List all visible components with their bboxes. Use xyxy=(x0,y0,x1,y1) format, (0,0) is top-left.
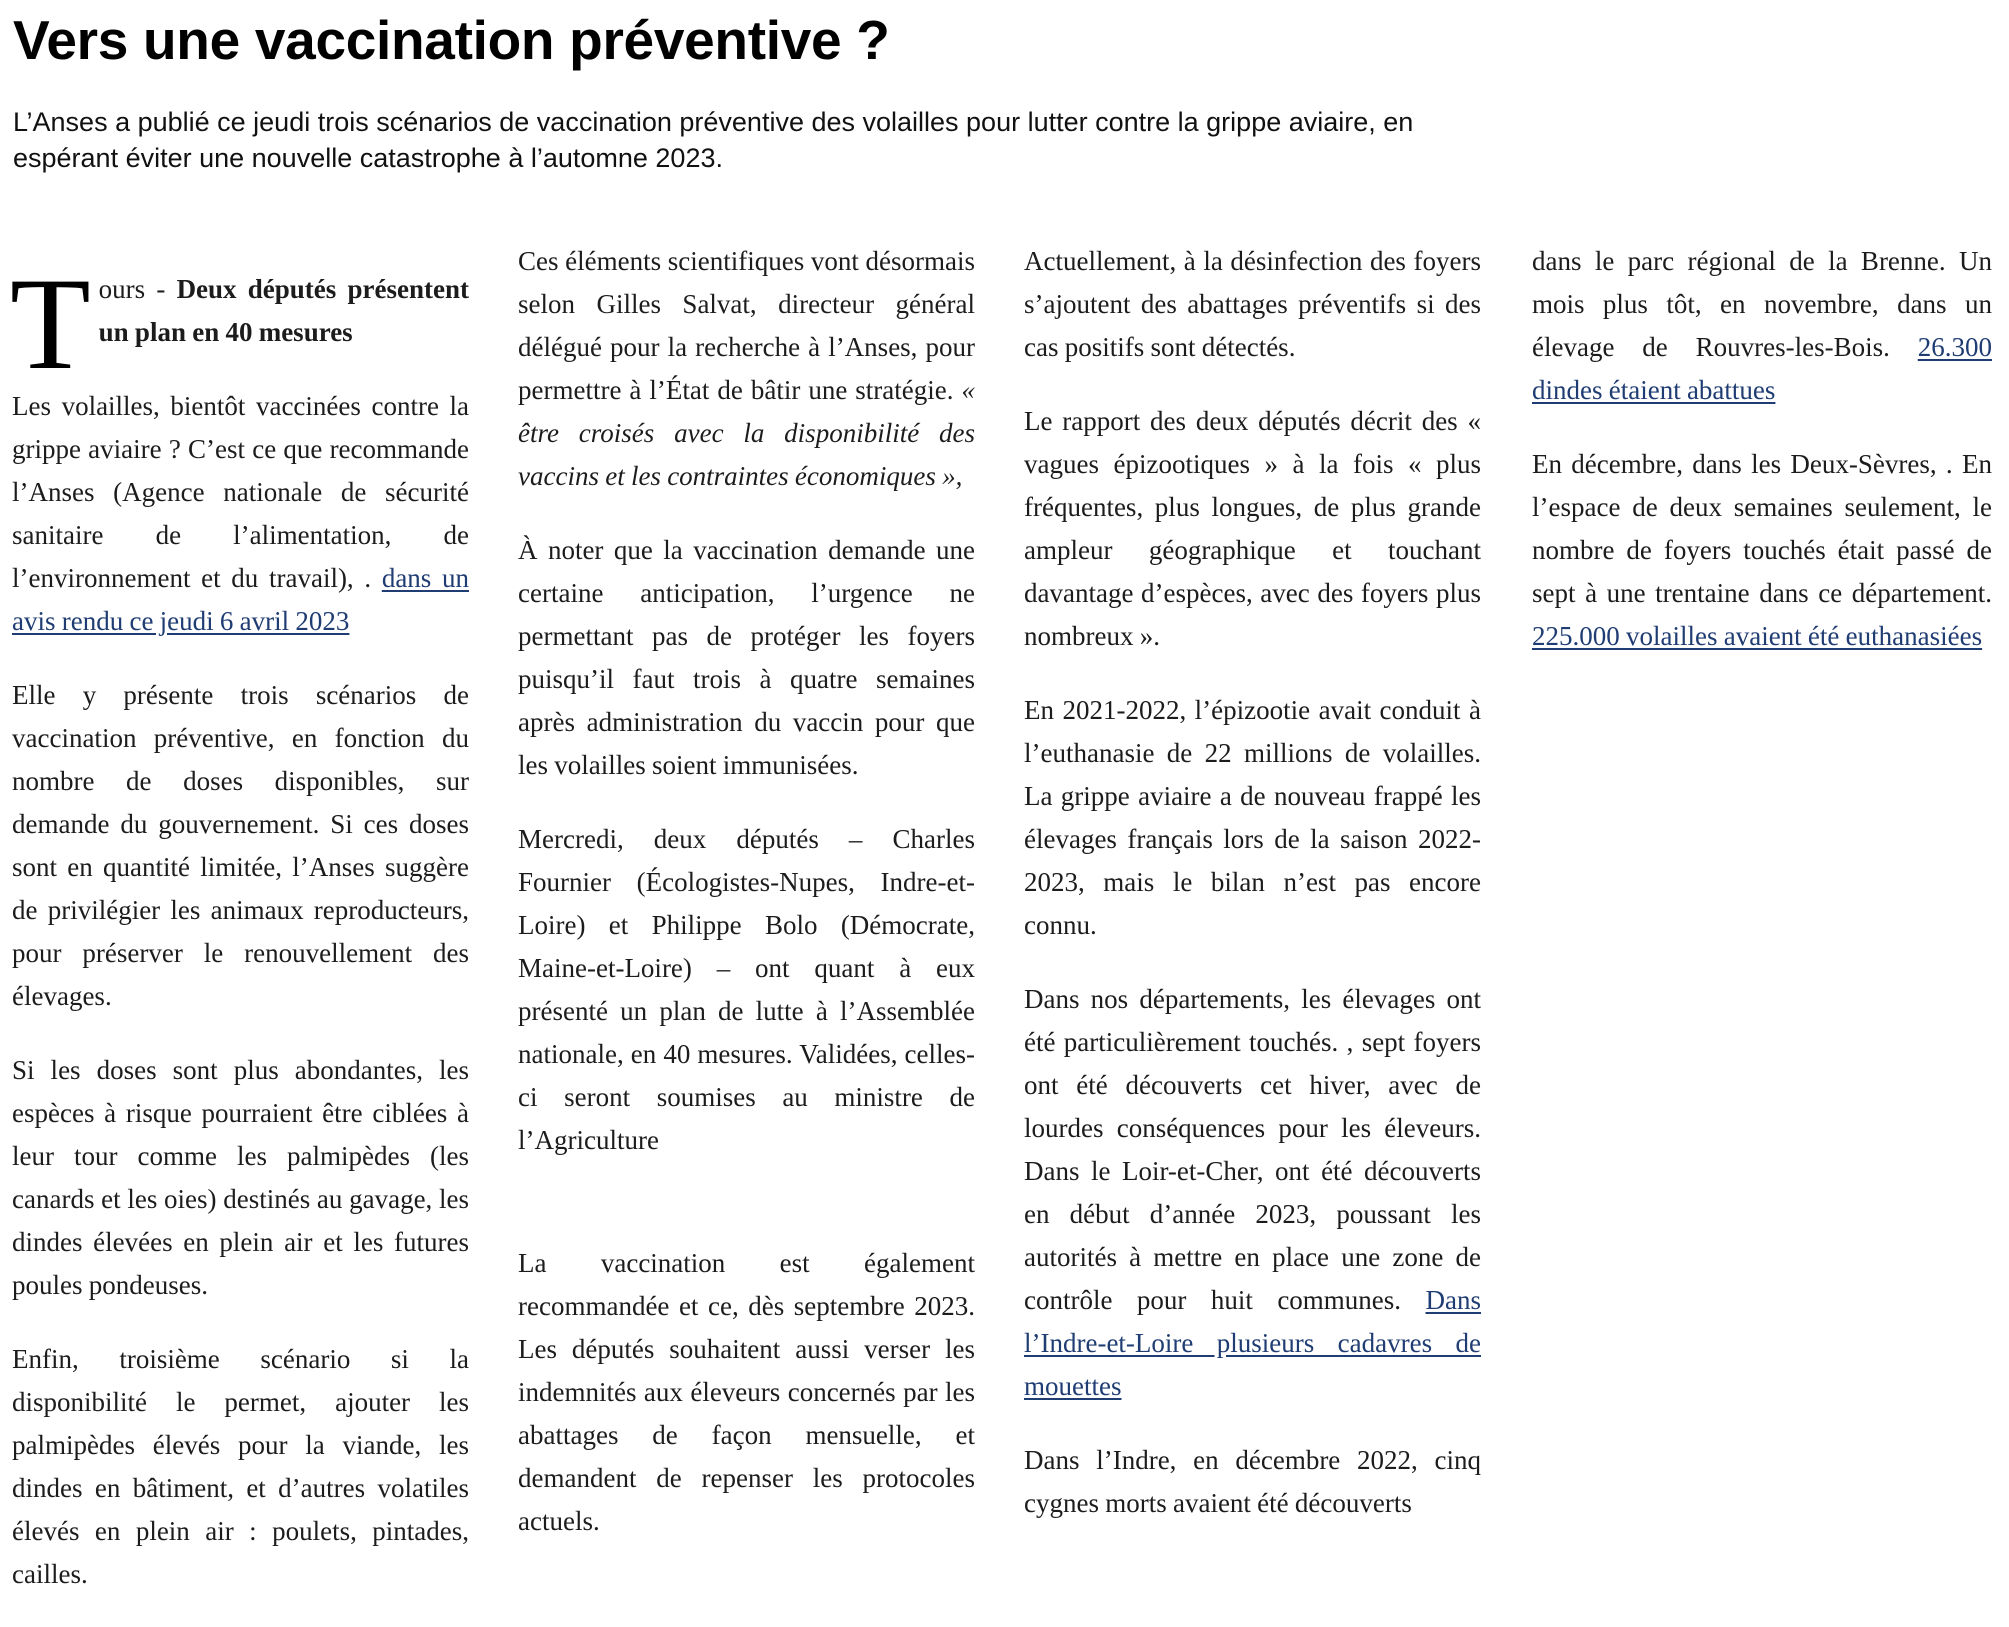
anses-avis-link[interactable]: dans un avis rendu ce jeudi 6 avril 2023 xyxy=(12,563,469,636)
paragraph-text: Dans nos départements, les élevages ont été particulièrement touchés. , sept foyers ont été découverts cet hiver, avec de lourdes conséquences pour les éleveurs. Dans le Loir-et-Cher, ont été découverts en début d’année 2023, poussant les autorités à mettre en place une zone de contrôle pour huit communes. xyxy=(1024,984,1481,1315)
paragraph-text: En décembre, dans les Deux-Sèvres, . En l’espace de deux semaines seulement, le nombre de foyers touchés était passé de sept à une trentaine dans ce département. xyxy=(1532,449,1992,608)
paragraph xyxy=(1532,240,1992,412)
article-title: Vers une vaccination préventive ? xyxy=(13,9,890,71)
paragraph: La vaccination est également recommandée et ce, dès septembre 2023. Les députés souhaitent aussi verser les indemnités aux éleveurs concernés par les abattages de façon mensuelle, et demandent de repenser les protocoles actuels. xyxy=(518,1248,975,1536)
article-column-3 xyxy=(1024,240,1481,1556)
drop-cap: T xyxy=(10,250,91,397)
article-column-4 xyxy=(1532,240,1992,689)
paragraph: Actuellement, à la désinfection des foyers s’ajoutent des abattages préventifs si des cas positifs sont détectés. xyxy=(1024,246,1481,362)
paragraph: Enfin, troisième scénario si la disponibilité le permet, ajouter les palmipèdes élevés pour la viande, les dindes en bâtiment, et d’autres volatiles élevés en plein air : poulets, pintades, cailles. xyxy=(12,1344,469,1589)
dateline: ours - xyxy=(98,274,177,304)
mouettes-link[interactable]: Dans l’Indre-et-Loire plusieurs cadavres de mouettes xyxy=(1024,1285,1481,1401)
quote: « être croisés avec la disponibilité des vaccins et les contraintes économiques », xyxy=(518,375,975,491)
intro-paragraph xyxy=(10,250,469,397)
volailles-euthanasiees-link[interactable]: 225.000 volailles avaient été euthanasiées xyxy=(1532,621,1983,651)
paragraph xyxy=(1532,443,1992,658)
article-column-2 xyxy=(518,240,975,1574)
paragraph: En 2021-2022, l’épizootie avait conduit à l’euthanasie de 22 millions de volailles. La grippe aviaire a de nouveau frappé les élevages français lors de la saison 2022-2023, mais le bilan n’est pas encore connu. xyxy=(1024,695,1481,940)
dindes-abattues-link[interactable]: 26.300 dindes étaient abattues xyxy=(1532,332,1992,405)
paragraph-text: Ces éléments scientifiques vont désormais selon Gilles Salvat, directeur général délégué pour la recherche à l’Anses, pour permettre à l’État de bâtir une stratégie. xyxy=(518,246,975,405)
paragraph xyxy=(518,240,975,498)
paragraph-text: dans le parc régional de la Brenne. Un mois plus tôt, en novembre, dans un élevage de Rouvres-les-Bois. xyxy=(1532,246,1992,362)
paragraph xyxy=(1024,978,1481,1408)
paragraph: Si les doses sont plus abondantes, les espèces à risque pourraient être ciblées à leur tour comme les palmipèdes (les canards et les oies) destinés au gavage, les dindes élevées en plein air et les futures poules pondeuses. xyxy=(12,1055,469,1300)
paragraph: Dans l’Indre, en décembre 2022, cinq cygnes morts avaient été découverts xyxy=(1024,1445,1481,1518)
paragraph: Mercredi, deux députés – Charles Fournier (Écologistes-Nupes, Indre-et-Loire) et Philippe Bolo (Démocrate, Maine-et-Loire) – ont quant à eux présenté un plan de lutte à l’Assemblée nationale, en 40 mesures. Validées, celles-ci seront soumises au ministre de l’Agriculture xyxy=(518,824,975,1155)
paragraph: À noter que la vaccination demande une certaine anticipation, l’urgence ne permettant pas de protéger les foyers puisqu’il faut trois à quatre semaines après administration du vaccin pour que les volailles soient immunisées. xyxy=(518,535,975,780)
article-column-1 xyxy=(12,240,469,1627)
intro-heading: Deux députés présentent un plan en 40 mesures xyxy=(98,274,469,347)
paragraph xyxy=(12,385,469,643)
article-standfirst: L’Anses a publié ce jeudi trois scénarios de vaccination préventive des volailles pour lutter contre la grippe aviaire, en espérant éviter une nouvelle catastrophe à l’automne 2023. xyxy=(13,107,1414,173)
paragraph: Elle y présente trois scénarios de vaccination préventive, en fonction du nombre de doses disponibles, sur demande du gouvernement. Si ces doses sont en quantité limitée, l’Anses suggère de privilégier les animaux reproducteurs, pour préserver le renouvellement des élevages. xyxy=(12,680,469,1011)
paragraph-text: Les volailles, bientôt vaccinées contre la grippe aviaire ? C’est ce que recommande l’Anses (Agence nationale de sécurité sanitaire de l’alimentation, de l’environnement et du travail), . xyxy=(12,391,469,593)
paragraph: Le rapport des deux députés décrit des « vagues épizootiques » à la fois « plus fréquentes, plus longues, de plus grande ampleur géographique et touchant davantage d’espèces, avec des foyers plus nombreux ». xyxy=(1024,406,1481,651)
